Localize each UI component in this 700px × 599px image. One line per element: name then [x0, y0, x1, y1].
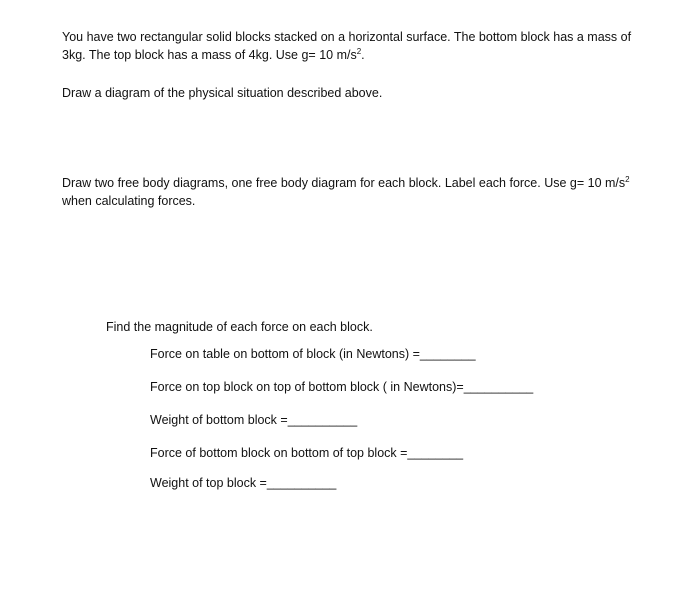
- intro-exponent: 2: [356, 46, 362, 56]
- fbd-line-1: Draw two free body diagrams, one free body diagram for each block. Label each force. Use g= 10 m/s: [62, 176, 626, 190]
- problem-intro: [62, 28, 642, 64]
- fbd-line-2: when calculating forces.: [62, 194, 196, 208]
- intro-line-2: 3kg. The top block has a mass of 4kg. Use g= 10 m/s: [62, 48, 357, 62]
- question-force-table-on-bottom-block: Force on table on bottom of block (in Newtons) =________: [150, 347, 476, 361]
- draw-situation-instruction: Draw a diagram of the physical situation described above.: [62, 86, 383, 100]
- find-magnitude-heading: Find the magnitude of each force on each block.: [106, 320, 373, 334]
- fbd-exponent: 2: [625, 174, 630, 184]
- question-weight-bottom-block: Weight of bottom block =__________: [150, 413, 358, 427]
- free-body-diagram-instruction: [62, 174, 642, 210]
- intro-line-1: You have two rectangular solid blocks stacked on a horizontal surface. The bottom block has a mass of: [62, 30, 632, 44]
- intro-line-2-end: .: [361, 48, 365, 62]
- question-force-top-on-bottom-block: Force on top block on top of bottom block ( in Newtons)=__________: [150, 380, 534, 394]
- question-weight-top-block: Weight of top block =__________: [150, 476, 337, 490]
- question-force-bottom-on-top-block: Force of bottom block on bottom of top block =________: [150, 446, 464, 460]
